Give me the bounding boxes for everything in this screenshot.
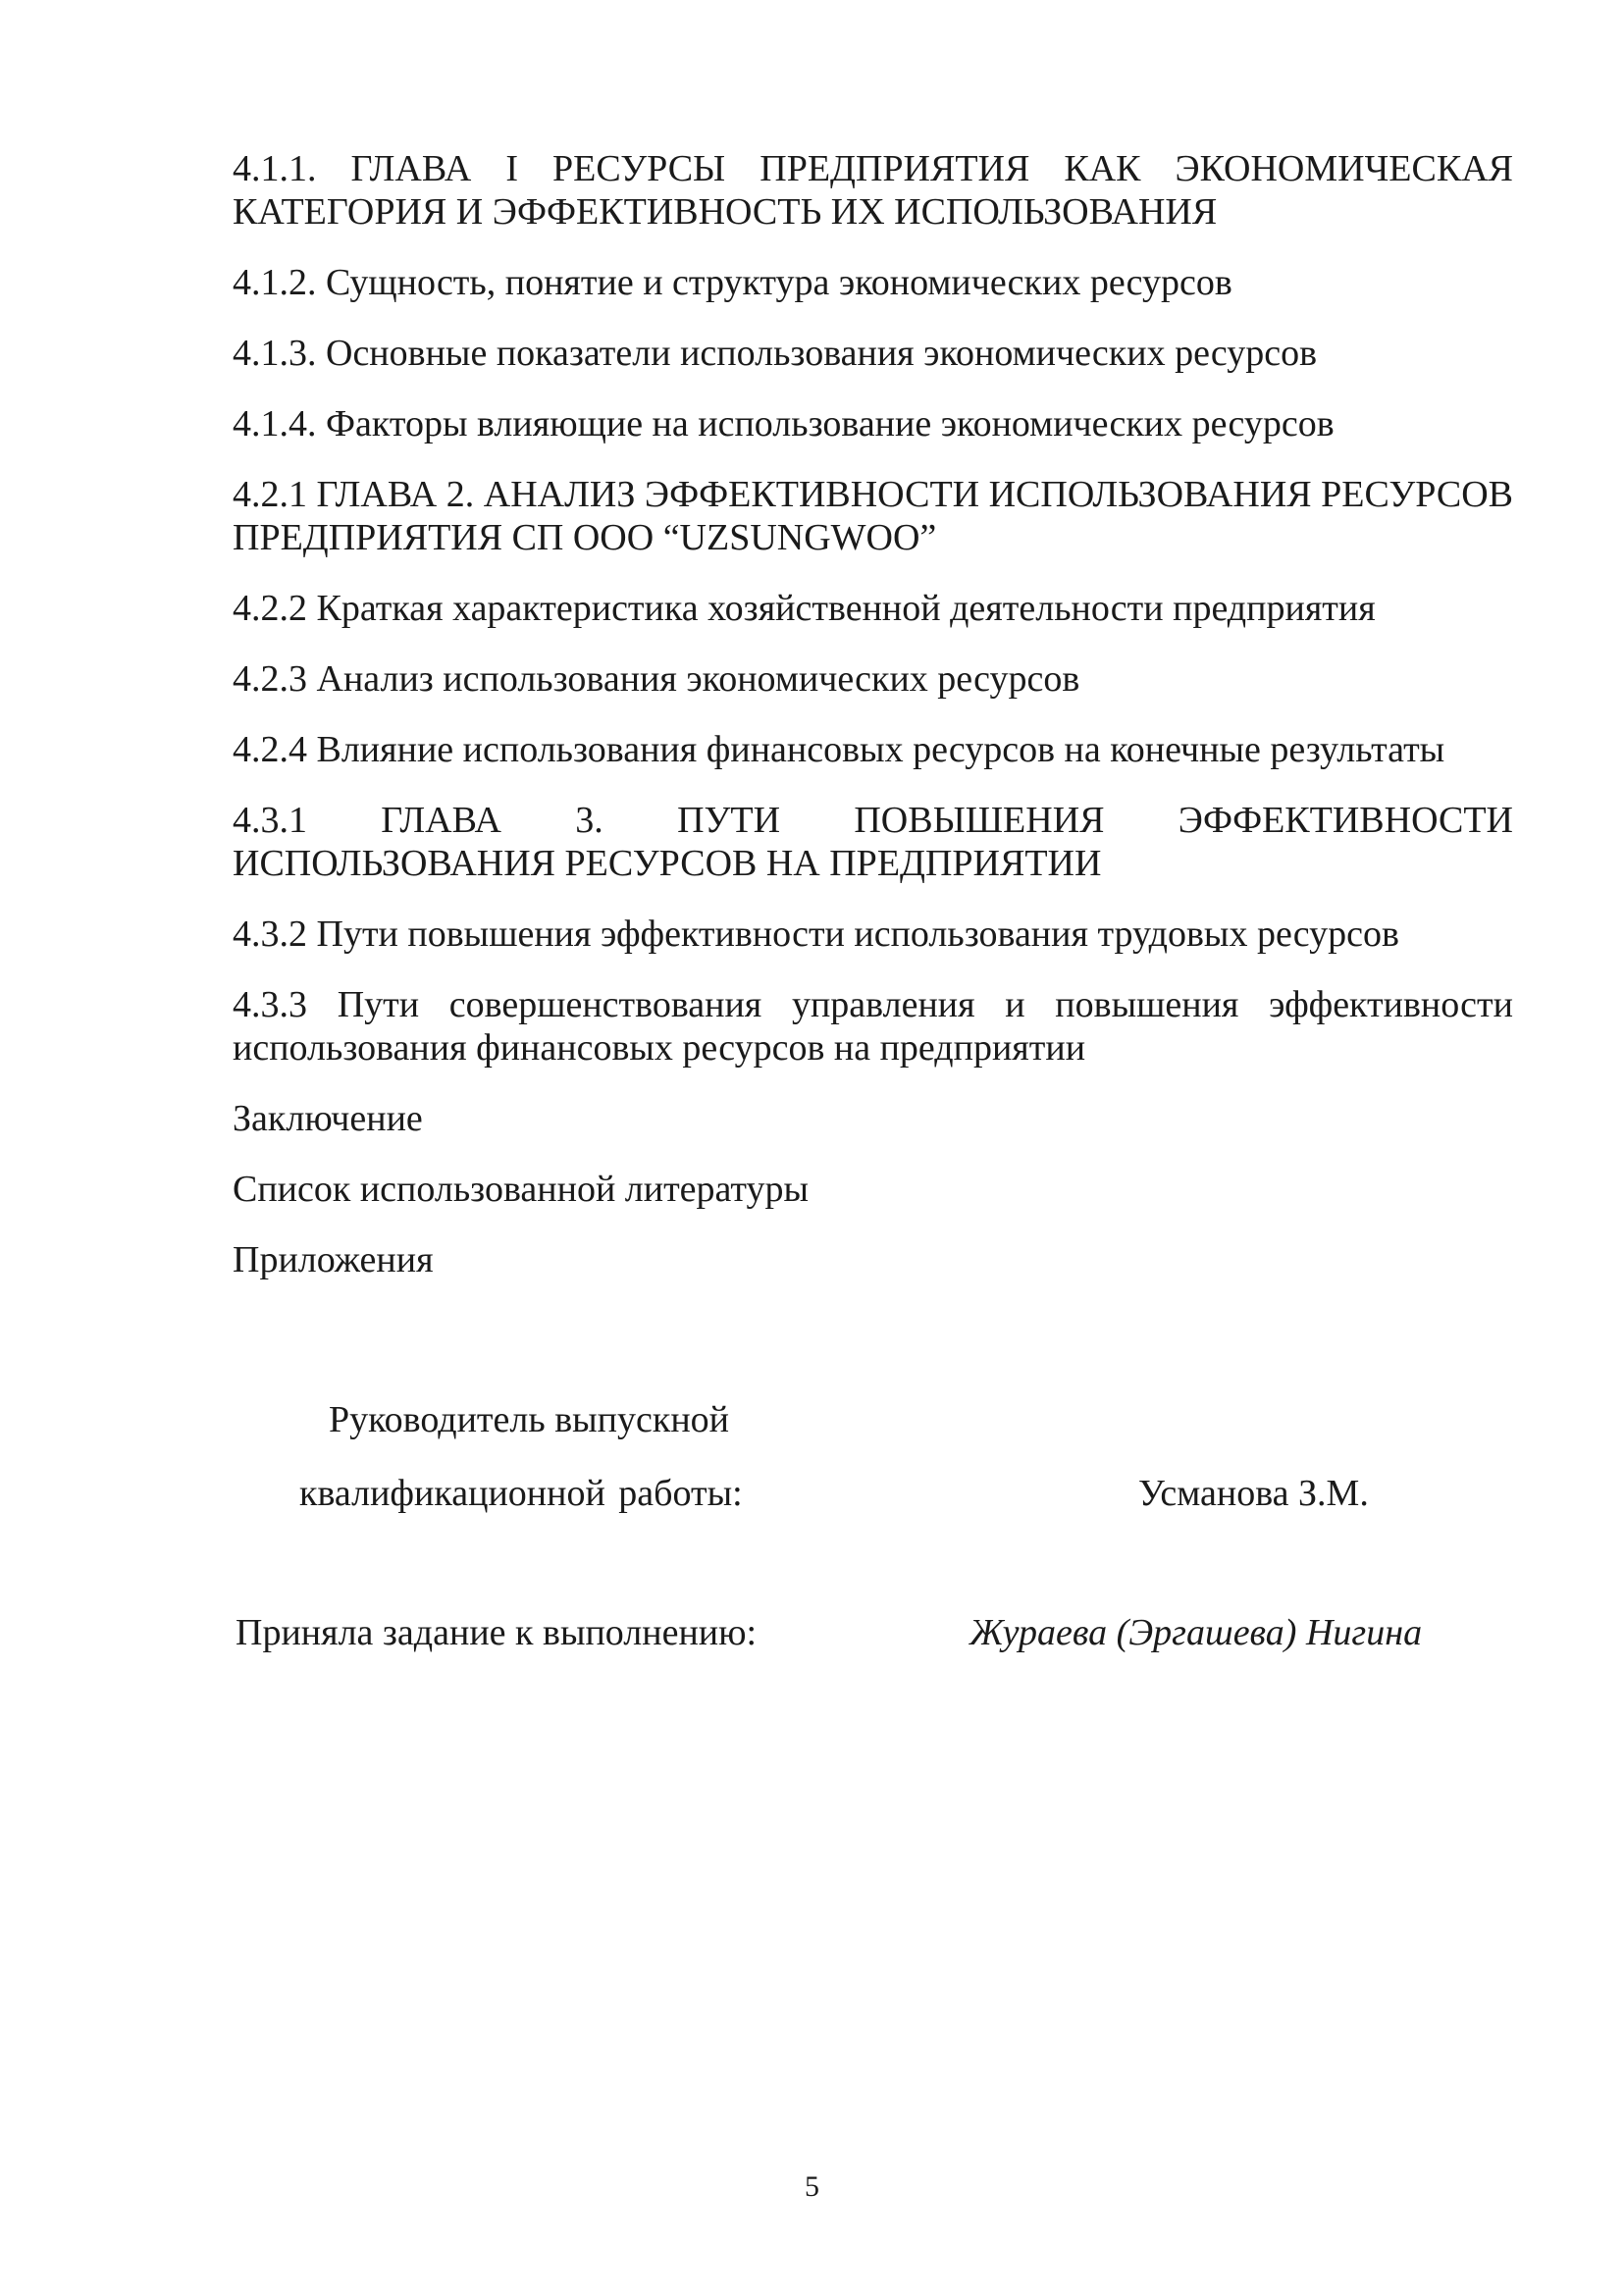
toc-item-chapter-3: 4.3.1 ГЛАВА 3. ПУТИ ПОВЫШЕНИЯ ЭФФЕКТИВНОСТИ ИСПОЛЬЗОВАНИЯ РЕСУРСОВ НА ПРЕДПРИЯТИИ	[233, 800, 1513, 884]
supervisor-label-line2: квалификационной работы:	[299, 1473, 743, 1514]
toc-item-chapter-2: 4.2.1 ГЛАВА 2. АНАЛИЗ ЭФФЕКТИВНОСТИ ИСПОЛЬЗОВАНИЯ РЕСУРСОВ ПРЕДПРИЯТИЯ СП ООО “UZSUNGWOO”	[233, 474, 1513, 558]
supervisor-label-line1: Руководитель выпускной	[329, 1399, 729, 1440]
toc-item-2-2: 4.2.2 Краткая характеристика хозяйственной деятельности предприятия	[233, 588, 1376, 629]
supervisor-name: Усманова З.М.	[1138, 1473, 1369, 1514]
accepted-task-label: Приняла задание к выполнению:	[236, 1612, 758, 1653]
toc-item-1-3: 4.1.3. Основные показатели использования экономических ресурсов	[233, 333, 1318, 374]
toc-item-3-2: 4.3.2 Пути повышения эффективности использования трудовых ресурсов	[233, 913, 1399, 955]
table-of-contents	[233, 147, 1513, 1309]
toc-item-conclusion: Заключение	[233, 1098, 423, 1139]
page-number: 5	[805, 2170, 819, 2203]
toc-item-1-4: 4.1.4. Факторы влияющие на использование экономических ресурсов	[233, 403, 1335, 444]
student-name: Жураева (Эргашева) Нигина	[969, 1612, 1423, 1653]
toc-item-bibliography: Список использованной литературы	[233, 1169, 810, 1210]
toc-item-2-3: 4.2.3 Анализ использования экономических ресурсов	[233, 658, 1080, 700]
toc-item-chapter-1: 4.1.1. ГЛАВА I РЕСУРСЫ ПРЕДПРИЯТИЯ КАК ЭКОНОМИЧЕСКАЯ КАТЕГОРИЯ И ЭФФЕКТИВНОСТЬ ИХ ИСПОЛЬЗОВАНИЯ	[233, 148, 1513, 233]
toc-item-2-4: 4.2.4 Влияние использования финансовых ресурсов на конечные результаты	[233, 729, 1445, 770]
toc-item-appendices: Приложения	[233, 1239, 434, 1280]
toc-item-3-3: 4.3.3 Пути совершенствования управления и повышения эффективности использования финансовых ресурсов на предприятии	[233, 984, 1513, 1069]
toc-item-1-2: 4.1.2. Сущность, понятие и структура экономических ресурсов	[233, 262, 1232, 303]
